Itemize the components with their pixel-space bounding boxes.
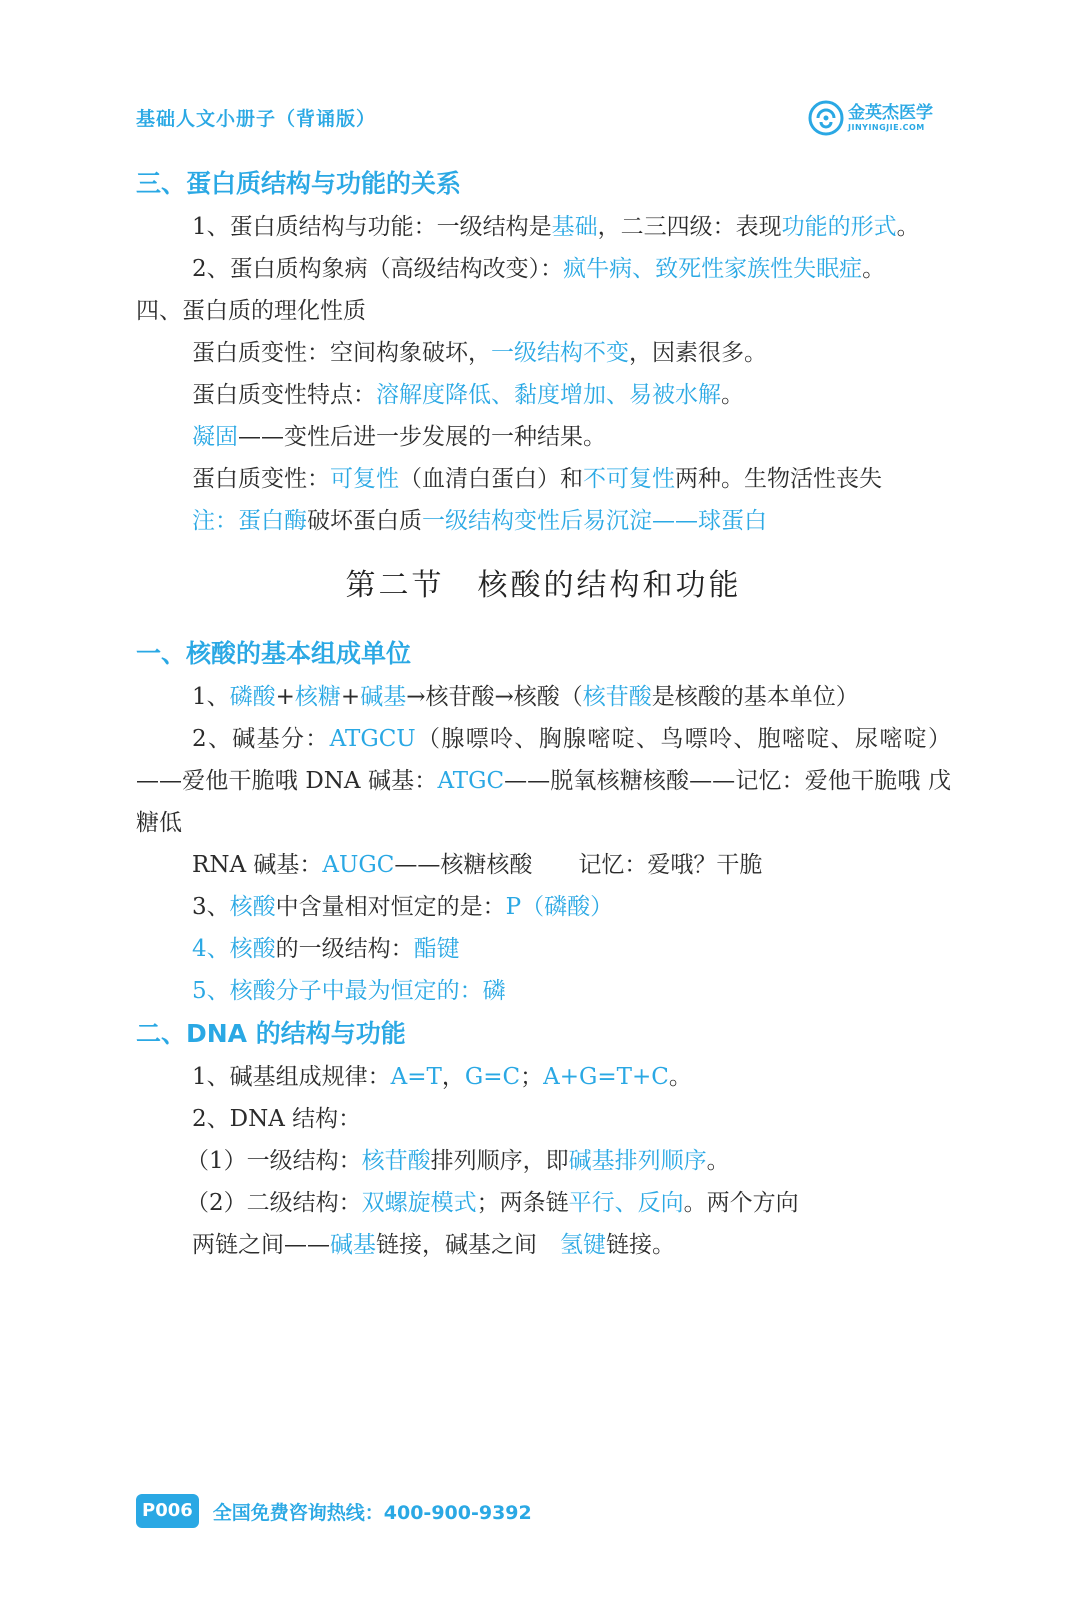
highlight-text: ATGC <box>437 768 505 794</box>
highlight-text: 功能的形式 <box>781 214 897 240</box>
text: 1、蛋白质结构与功能：一级结构是 <box>192 214 552 240</box>
text: 。 <box>706 1148 730 1174</box>
text: ——核糖核酸 记忆：爱哦？干脆 <box>394 852 763 878</box>
text: + <box>275 684 295 710</box>
text: 是核酸的基本单位） <box>651 684 859 710</box>
paragraph <box>136 1182 951 1224</box>
highlight-text: 一级结构不变 <box>491 340 629 366</box>
paragraph <box>136 928 951 970</box>
logo-name-cn: 金英杰医学 <box>848 102 933 123</box>
highlight-text: G=C <box>464 1064 521 1090</box>
text: 两种。生物活性丧失 <box>675 466 882 492</box>
text: （1）一级结构： <box>186 1148 362 1174</box>
logo-name-en: JINYINGJIE.COM <box>848 122 925 132</box>
text: 排列顺序，即 <box>430 1148 569 1174</box>
highlight-text: 平行、反向 <box>568 1190 684 1216</box>
text: ， <box>441 1064 465 1090</box>
text: + <box>340 684 361 710</box>
paragraph <box>136 676 951 718</box>
text: 、 <box>632 256 656 282</box>
highlight-text: ATGCU <box>329 726 416 752</box>
highlight-text: 酯键 <box>413 936 460 962</box>
highlight-text: 4、核酸 <box>192 936 276 962</box>
text: ；两条链 <box>476 1190 569 1216</box>
highlight-text: 不可复性 <box>583 466 675 492</box>
paragraph <box>136 1056 951 1098</box>
highlight-text: 磷酸 <box>229 684 276 710</box>
paragraph <box>136 332 951 374</box>
text: 1、 <box>192 684 230 710</box>
text: 蛋白质变性： <box>192 466 330 492</box>
text: （2）二级结构： <box>186 1190 362 1216</box>
highlight-text: 致死性家族性失眠症 <box>655 256 863 282</box>
text: 。两个方向 <box>683 1190 799 1216</box>
highlight-text: 可复性 <box>330 466 399 492</box>
highlight-text: 注：蛋白酶 <box>192 508 307 534</box>
highlight-text: 基础 <box>551 214 598 240</box>
paragraph <box>136 1224 951 1266</box>
highlight-text: 碱基 <box>360 684 407 710</box>
text: ； <box>520 1064 544 1090</box>
highlight-text: 碱基排列顺序 <box>568 1148 707 1174</box>
brand-logo-icon <box>808 100 844 136</box>
heading-protein-properties: 四、蛋白质的理化性质 <box>136 298 366 324</box>
paragraph <box>136 886 951 928</box>
text: ——脱氧核糖核酸——记忆：爱他干脆哦 戊糖低 <box>136 768 951 836</box>
text: 。 <box>721 382 744 408</box>
page-number-badge: P006 <box>136 1494 199 1528</box>
highlight-text: 核酸 <box>229 894 276 920</box>
text: 3、 <box>192 894 230 920</box>
highlight-text: P（磷酸） <box>505 894 614 920</box>
text: 。 <box>862 256 886 282</box>
text: 2、碱基分： <box>192 726 330 752</box>
highlight-text: 双螺旋模式 <box>361 1190 477 1216</box>
text: 1、碱基组成规律： <box>192 1064 391 1090</box>
paragraph <box>136 416 951 458</box>
paragraph <box>136 1140 951 1182</box>
paragraph <box>136 458 951 500</box>
text: →核苷酸→核酸（ <box>406 684 583 710</box>
paragraph <box>136 206 951 248</box>
text: ——变性后进一步发展的一种结果。 <box>238 424 606 450</box>
text: （血清白蛋白）和 <box>399 466 583 492</box>
paragraph: 2、DNA 结构： <box>192 1106 362 1132</box>
highlight-text: 核苷酸 <box>361 1148 431 1174</box>
highlight-text: 氢键 <box>560 1232 606 1258</box>
highlight-text: A+G=T+C <box>543 1064 669 1090</box>
booklet-title: 基础人文小册子（背诵版） <box>136 108 377 130</box>
highlight-text: 核苷酸 <box>582 684 652 710</box>
highlight-text: 一级结构变性后易沉淀——球蛋白 <box>422 508 767 534</box>
text: 2、蛋白质构象病（高级结构改变）： <box>192 256 564 282</box>
highlight-text: 凝固 <box>192 424 238 450</box>
text: 蛋白质变性：空间构象破坏， <box>192 340 491 366</box>
paragraph <box>136 718 951 844</box>
page-content <box>136 162 951 1266</box>
text: 蛋白质变性特点： <box>192 382 376 408</box>
paragraph <box>136 844 951 886</box>
text: 破坏蛋白质 <box>307 508 422 534</box>
text: ，因素很多。 <box>629 340 767 366</box>
paragraph <box>136 248 951 290</box>
paragraph: 5、核酸分子中最为恒定的：磷 <box>192 978 506 1004</box>
page-footer <box>136 1494 532 1528</box>
hotline-text: 全国免费咨询热线：400-900-9392 <box>212 1501 532 1524</box>
heading-dna-structure-function: 二、DNA 的结构与功能 <box>136 1019 406 1048</box>
text: 链接，碱基之间 <box>376 1232 560 1258</box>
highlight-text: 溶解度降低、黏度增加、易被水解 <box>376 382 721 408</box>
text: 的一级结构： <box>275 936 414 962</box>
text: 中含量相对恒定的是： <box>275 894 506 920</box>
note-paragraph <box>136 500 951 542</box>
text: RNA 碱基： <box>192 852 323 878</box>
brand-logo <box>808 98 958 138</box>
text: 。 <box>896 214 920 240</box>
text: 链接。 <box>606 1232 675 1258</box>
highlight-text: 碱基 <box>330 1232 376 1258</box>
text: ，二三四级：表现 <box>597 214 782 240</box>
heading-nucleic-acid-units: 一、核酸的基本组成单位 <box>136 639 412 668</box>
highlight-text: 核糖 <box>294 684 341 710</box>
highlight-text: 疯牛病 <box>563 256 633 282</box>
highlight-text: A=T <box>390 1064 442 1090</box>
heading-protein-structure-function: 三、蛋白质结构与功能的关系 <box>136 169 462 198</box>
paragraph <box>136 374 951 416</box>
section-title: 第二节 核酸的结构和功能 <box>345 568 742 603</box>
highlight-text: AUGC <box>322 852 395 878</box>
text: 两链之间—— <box>192 1232 330 1258</box>
text: 。 <box>668 1064 692 1090</box>
text: （腺嘌呤、胸腺嘧啶、鸟嘌呤、胞嘧啶、尿嘧啶）——爱他干脆哦 DNA 碱基： <box>136 726 952 794</box>
